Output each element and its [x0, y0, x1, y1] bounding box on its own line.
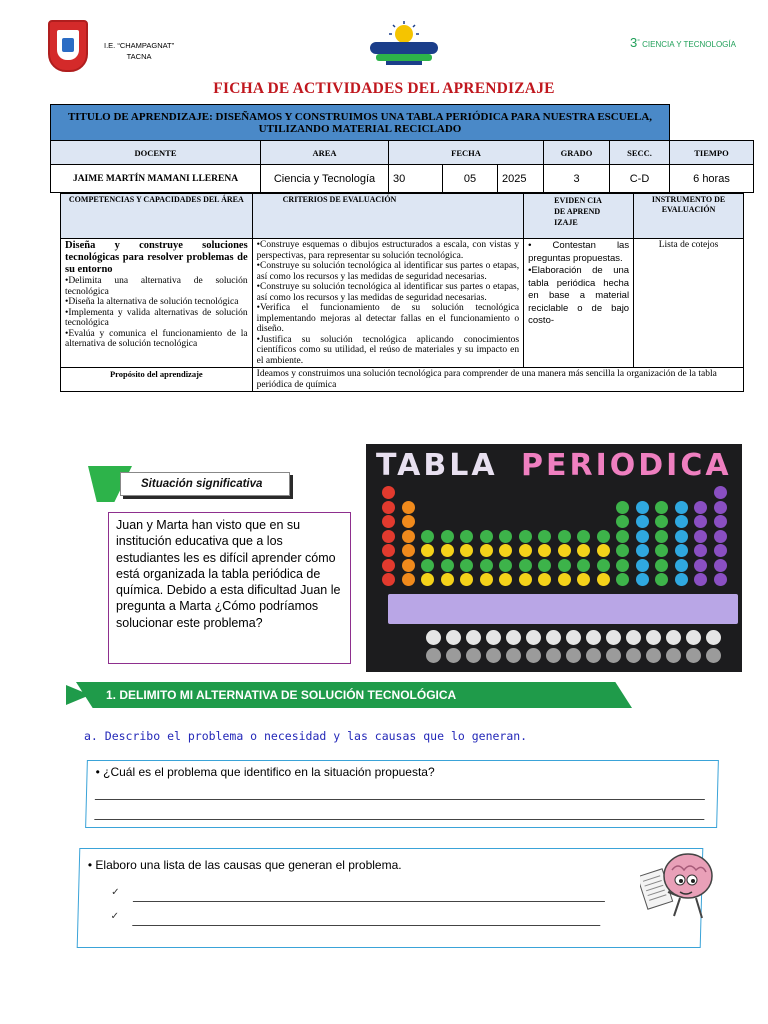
page-title: FICHA DE ACTIVIDADES DEL APRENDIZAJE: [213, 80, 555, 97]
competencia-title: Diseña y construye soluciones tecnológicas para resolver problemas de su entorno: [65, 240, 248, 275]
bottle-cap: [694, 559, 707, 572]
bottle-cap: [714, 515, 727, 528]
bottle-cap: [499, 573, 512, 586]
bottle-cap: [706, 648, 721, 663]
secc-value: C-D: [610, 165, 670, 193]
bottle-cap: [714, 559, 727, 572]
header-evidencia: EVIDEN CIA DE APREND IZAJE: [524, 194, 634, 239]
answer-line[interactable]: [94, 819, 704, 820]
date-year: 2025: [498, 165, 544, 193]
bottle-cap: [441, 544, 454, 557]
bottle-cap: [499, 559, 512, 572]
grade-area-tag: [630, 35, 736, 50]
evidencia-item: •Elaboración de una tabla periódica hecha en base a material reciclable o de bajo costo-: [528, 265, 630, 326]
bottle-cap: [675, 544, 688, 557]
photo-title-word1: TABLA: [376, 448, 498, 483]
bottle-cap: [675, 559, 688, 572]
bottle-cap: [382, 559, 395, 572]
bottle-cap: [402, 573, 415, 586]
bottle-cap: [616, 559, 629, 572]
bottle-cap: [616, 573, 629, 586]
bottle-cap: [597, 559, 610, 572]
bottle-cap: [626, 630, 641, 645]
bottle-cap: [486, 630, 501, 645]
bottle-cap: [694, 544, 707, 557]
bottle-cap: [558, 530, 571, 543]
bottle-cap: [526, 630, 541, 645]
bottle-cap: [426, 630, 441, 645]
bottle-cap: [566, 630, 581, 645]
bottle-cap: [519, 573, 532, 586]
bottle-cap: [714, 544, 727, 557]
bottle-cap: [706, 630, 721, 645]
school-shield-logo: [48, 20, 88, 72]
bottle-cap: [421, 559, 434, 572]
bottle-cap: [382, 573, 395, 586]
bottle-cap: [499, 530, 512, 543]
bottle-cap: [446, 630, 461, 645]
bottle-cap: [636, 544, 649, 557]
area-value: Ciencia y Tecnología: [261, 165, 389, 193]
criterio-item: •Justifica su solución tecnológica aplicando conocimientos científicos como su utilidad, el reúso de materiales y su impacto en el ambiente.: [256, 334, 520, 366]
section1-title: 1. DELIMITO MI ALTERNATIVA DE SOLUCIÓN TECNOLÓGICA: [106, 688, 457, 702]
bottle-cap: [441, 573, 454, 586]
bottle-cap: [402, 515, 415, 528]
bottle-cap: [460, 559, 473, 572]
bottle-cap: [538, 559, 551, 572]
capacidad-item: •Evalúa y comunica el funcionamiento de la alternativa de solución tecnológica: [65, 328, 248, 349]
bottle-cap: [675, 501, 688, 514]
bottle-cap: [519, 544, 532, 557]
header-criterios: CRITERIOS DE EVALUACIÓN: [252, 194, 523, 239]
bottle-cap: [382, 530, 395, 543]
bottle-cap: [655, 501, 668, 514]
area-tag-text: CIENCIA Y TECNOLOGÍA: [642, 40, 736, 49]
bottle-cap: [675, 573, 688, 586]
header-grado: GRADO: [544, 141, 610, 165]
checkmark-icon: ✓: [111, 887, 120, 898]
bottle-cap: [597, 544, 610, 557]
evidencias-cell: [524, 239, 634, 368]
bottle-cap: [714, 501, 727, 514]
bottle-cap: [519, 559, 532, 572]
header-fecha: FECHA: [389, 141, 544, 165]
brain-reading-mascot-icon: [640, 848, 718, 924]
competencias-table: [60, 193, 744, 392]
bottle-cap: [566, 648, 581, 663]
bottle-cap: [597, 573, 610, 586]
bottle-cap: [666, 648, 681, 663]
bottle-cap: [577, 573, 590, 586]
bottle-cap: [694, 573, 707, 586]
bottle-cap: [506, 630, 521, 645]
grade-number: 3: [630, 35, 638, 50]
answer-line[interactable]: [133, 901, 605, 902]
bottle-cap: [421, 573, 434, 586]
bottle-cap: [446, 648, 461, 663]
bottle-cap: [526, 648, 541, 663]
instrumento-value: Lista de cotejos: [634, 239, 744, 368]
question2-box: [77, 848, 704, 948]
photo-title-word2: PERIODICA: [521, 448, 732, 483]
header-secc: SECC.: [610, 141, 670, 165]
bottle-cap: [558, 544, 571, 557]
bottle-cap: [636, 501, 649, 514]
bottle-cap: [694, 530, 707, 543]
grade-degree: °: [637, 38, 640, 46]
bottle-cap: [686, 630, 701, 645]
bottle-cap: [421, 544, 434, 557]
bottle-cap: [480, 530, 493, 543]
situacion-banner: [88, 466, 292, 502]
tiempo-value: 6 horas: [670, 165, 754, 193]
docente-value: JAIME MARTÍN MAMANI LLERENA: [51, 165, 261, 193]
bottle-cap: [655, 559, 668, 572]
bottle-cap: [480, 544, 493, 557]
bottle-cap: [636, 530, 649, 543]
bottle-cap: [558, 559, 571, 572]
bottle-cap: [506, 648, 521, 663]
school-name-line1: I.E. “CHAMPAGNAT”: [104, 41, 175, 50]
bottle-cap: [577, 559, 590, 572]
question1-box: [85, 760, 719, 828]
capacidad-item: •Delimita una alternativa de solución tecnológica: [65, 276, 248, 297]
criterio-item: •Construye su solución tecnológica al identificar sus partes o etapas, así como los recursos y las medidas de seguridad necesarias.: [256, 282, 520, 303]
criterio-item: •Construye su solución tecnológica al identificar sus partes o etapas, así como los recursos y las medidas de seguridad necesarias.: [256, 261, 520, 282]
bottle-cap: [636, 573, 649, 586]
bottle-cap: [655, 515, 668, 528]
photo-title: [376, 448, 732, 483]
bottle-cap: [538, 530, 551, 543]
learning-title: TITULO DE APRENDIZAJE: DISEÑAMOS Y CONSTRUIMOS UNA TABLA PERIÓDICA PARA NUESTRA ESCUELA, UTILIZANDO MATERIAL RECICLADO: [51, 105, 670, 141]
bottle-cap: [636, 559, 649, 572]
jornada-completa-logo: [366, 20, 442, 66]
bottle-cap: [519, 530, 532, 543]
bottle-cap: [675, 515, 688, 528]
bottle-cap: [421, 530, 434, 543]
capacidad-item: •Implementa y valida alternativas de solución tecnológica: [65, 307, 248, 328]
item-a-text: a. Describo el problema o necesidad y las causas que lo generan.: [84, 729, 528, 743]
bottle-cap: [499, 544, 512, 557]
school-name: [104, 40, 174, 62]
bottle-cap: [714, 486, 727, 499]
header-area: AREA: [261, 141, 389, 165]
bottle-cap: [577, 544, 590, 557]
bottle-cap: [460, 530, 473, 543]
bottle-cap: [616, 501, 629, 514]
date-day: 30: [389, 165, 443, 193]
info-table: [50, 104, 754, 193]
bottle-cap: [441, 530, 454, 543]
bottle-cap: [586, 648, 601, 663]
bottle-cap: [486, 648, 501, 663]
bottle-cap: [606, 648, 621, 663]
bottle-cap: [626, 648, 641, 663]
bottle-cap: [666, 630, 681, 645]
bottle-cap: [646, 648, 661, 663]
bottle-cap: [402, 559, 415, 572]
competencia-cell: [61, 239, 253, 368]
answer-line[interactable]: [132, 925, 600, 926]
bottle-cap: [655, 573, 668, 586]
school-name-line2: TACNA: [126, 52, 152, 61]
criterios-cell: [252, 239, 523, 368]
bottle-cap: [402, 501, 415, 514]
bottle-cap: [382, 544, 395, 557]
bottle-cap: [694, 501, 707, 514]
header-competencias: COMPETENCIAS Y CAPACIDADES DEL ÁREA: [61, 194, 253, 239]
bottle-cap: [655, 530, 668, 543]
bottle-cap: [466, 648, 481, 663]
bottle-cap: [426, 648, 441, 663]
bottle-cap: [655, 544, 668, 557]
section1-banner: [66, 682, 632, 708]
bottle-cap: [538, 544, 551, 557]
bottle-cap: [646, 630, 661, 645]
bottle-cap: [538, 573, 551, 586]
periodic-table-photo: [366, 444, 742, 672]
situacion-label: Situación significativa: [120, 472, 290, 496]
situacion-text: Juan y Marta han visto que en su institución educativa que a los estudiantes les es difícil aprender cómo está organizada la tabla periódica de química. Debido a esta dificultad Juan le pregunta a Marta ¿Cómo podríamos solucionar este problema?: [108, 512, 351, 664]
bottle-cap: [714, 530, 727, 543]
header-instrumento: INSTRUMENTO DE EVALUACIÓN: [634, 194, 744, 239]
bottle-cap: [546, 648, 561, 663]
photo-lanthanide-board: [388, 594, 738, 624]
bottle-cap: [382, 515, 395, 528]
question1-text: • ¿Cuál es el problema que identifico en la situación propuesta?: [95, 765, 435, 779]
question2-text: • Elaboro una lista de las causas que generan el problema.: [87, 858, 402, 872]
bottle-cap: [686, 648, 701, 663]
criterio-item: •Construye esquemas o dibujos estructurados a escala, con vistas y perspectivas, para representar su solución tecnológica.: [256, 240, 520, 261]
criterio-item: •Verifica el funcionamiento de su solución tecnológica implementando mejoras al detectar fallas en el funcionamiento o diseño.: [256, 303, 520, 334]
bottle-cap: [586, 630, 601, 645]
proposito-label: Propósito del aprendizaje: [61, 368, 253, 392]
bottle-cap: [382, 501, 395, 514]
bottle-cap: [441, 559, 454, 572]
evidencia-item: • Contestan las preguntas propuestas.: [528, 240, 630, 264]
answer-line[interactable]: [95, 799, 705, 800]
bottle-cap: [694, 515, 707, 528]
header-docente: DOCENTE: [51, 141, 261, 165]
bottle-cap: [402, 530, 415, 543]
bottle-cap: [460, 573, 473, 586]
bottle-cap: [382, 486, 395, 499]
bottle-cap: [616, 530, 629, 543]
bottle-cap: [675, 530, 688, 543]
bottle-cap: [606, 630, 621, 645]
header-tiempo: TIEMPO: [670, 141, 754, 165]
bottle-cap: [480, 573, 493, 586]
proposito-text: Ideamos y construimos una solución tecnológica para comprender de una manera más sencilla la organización de la tabla periódica de química: [252, 368, 743, 392]
bottle-cap: [636, 515, 649, 528]
bottle-cap: [402, 544, 415, 557]
bottle-cap: [558, 573, 571, 586]
bottle-cap: [466, 630, 481, 645]
bottle-cap: [597, 530, 610, 543]
bottle-cap: [460, 544, 473, 557]
bottle-cap: [616, 544, 629, 557]
bottle-cap: [480, 559, 493, 572]
bottle-cap: [577, 530, 590, 543]
grado-value: 3: [544, 165, 610, 193]
date-month: 05: [443, 165, 498, 193]
checkmark-icon: ✓: [110, 911, 120, 922]
bottle-cap: [714, 573, 727, 586]
bottle-cap: [616, 515, 629, 528]
bottle-cap: [546, 630, 561, 645]
capacidad-item: •Diseña la alternativa de solución tecnológica: [65, 297, 239, 307]
